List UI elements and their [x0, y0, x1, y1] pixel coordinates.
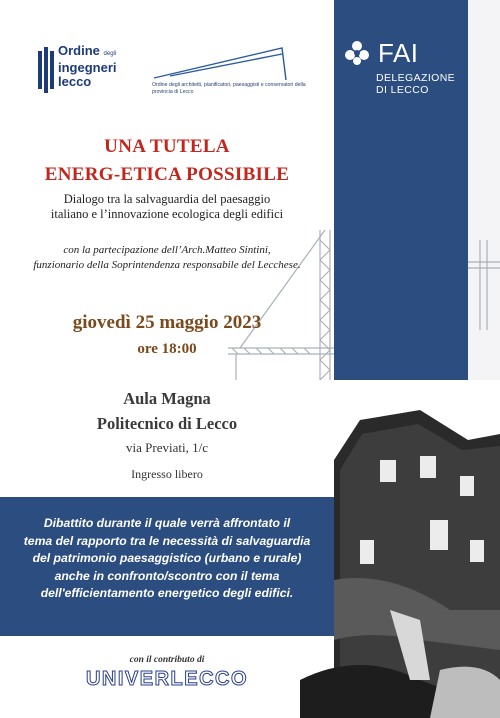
- event-time: ore 18:00: [137, 341, 197, 357]
- fai-flower-icon: [344, 40, 370, 66]
- fai-sub-line-2: DI LECCO: [376, 84, 429, 96]
- architetti-logo-text: Ordine degli architetti, pianificatori, paesaggisti e conservatori della provincia di Lecco: [152, 82, 306, 95]
- ingegneri-logo-text: [58, 44, 117, 89]
- fai-delegazione: [376, 72, 455, 96]
- fai-name: FAI: [378, 38, 419, 68]
- description-box: [0, 497, 334, 636]
- contribution-label: con il contributo di: [129, 655, 205, 665]
- fai-logo: [344, 40, 464, 100]
- venue-name: Aula Magna: [123, 389, 211, 408]
- ingegneri-line-2: ingegneri: [58, 60, 117, 75]
- ingegneri-small-degli: degli: [103, 51, 117, 57]
- entry-note: Ingresso libero: [131, 467, 203, 481]
- ingegneri-line-3: lecco: [58, 74, 92, 89]
- participation-line-1: con la partecipazione dell’Arch.Matteo Sintini,: [63, 244, 271, 256]
- venue-address: via Previati, 1/c: [126, 440, 208, 455]
- venue-institution: Politecnico di Lecco: [96, 414, 238, 433]
- event-title-line-2: ENERG-ETICA POSSIBILE: [44, 164, 290, 185]
- subtitle-line-2: italiano e l’innovazione ecologica degli edifici: [50, 207, 284, 221]
- description-line-1: Dibattito durante il quale verrà affrontato il: [43, 516, 291, 530]
- event-subtitle: [0, 192, 334, 222]
- subtitle-line-1: Dialogo tra la salvaguardia del paesaggio: [63, 192, 271, 206]
- description-line-2: tema del rapporto tra le necessità di salvaguardia: [23, 533, 311, 548]
- description-line-5: dell'efficientamento energetico degli edifici.: [40, 586, 294, 600]
- description-text: [0, 515, 334, 603]
- participation-line-2: funzionario della Soprintendenza responsabile del Lecchese.: [33, 259, 301, 271]
- univerlecco-logo: UNIVERLECCO: [85, 668, 249, 690]
- participation-note: [0, 243, 334, 273]
- ingegneri-line-1: Ordine: [58, 43, 100, 58]
- fai-sub-line-1: DELEGAZIONE: [376, 72, 456, 84]
- description-line-4: anche in confronto/scontro con il tema: [54, 568, 280, 583]
- event-date: giovedì 25 maggio 2023: [72, 312, 262, 333]
- event-title-line-1: UNA TUTELA: [104, 136, 230, 157]
- description-line-3: del patrimonio paesaggistico (urbano e rurale): [32, 551, 302, 565]
